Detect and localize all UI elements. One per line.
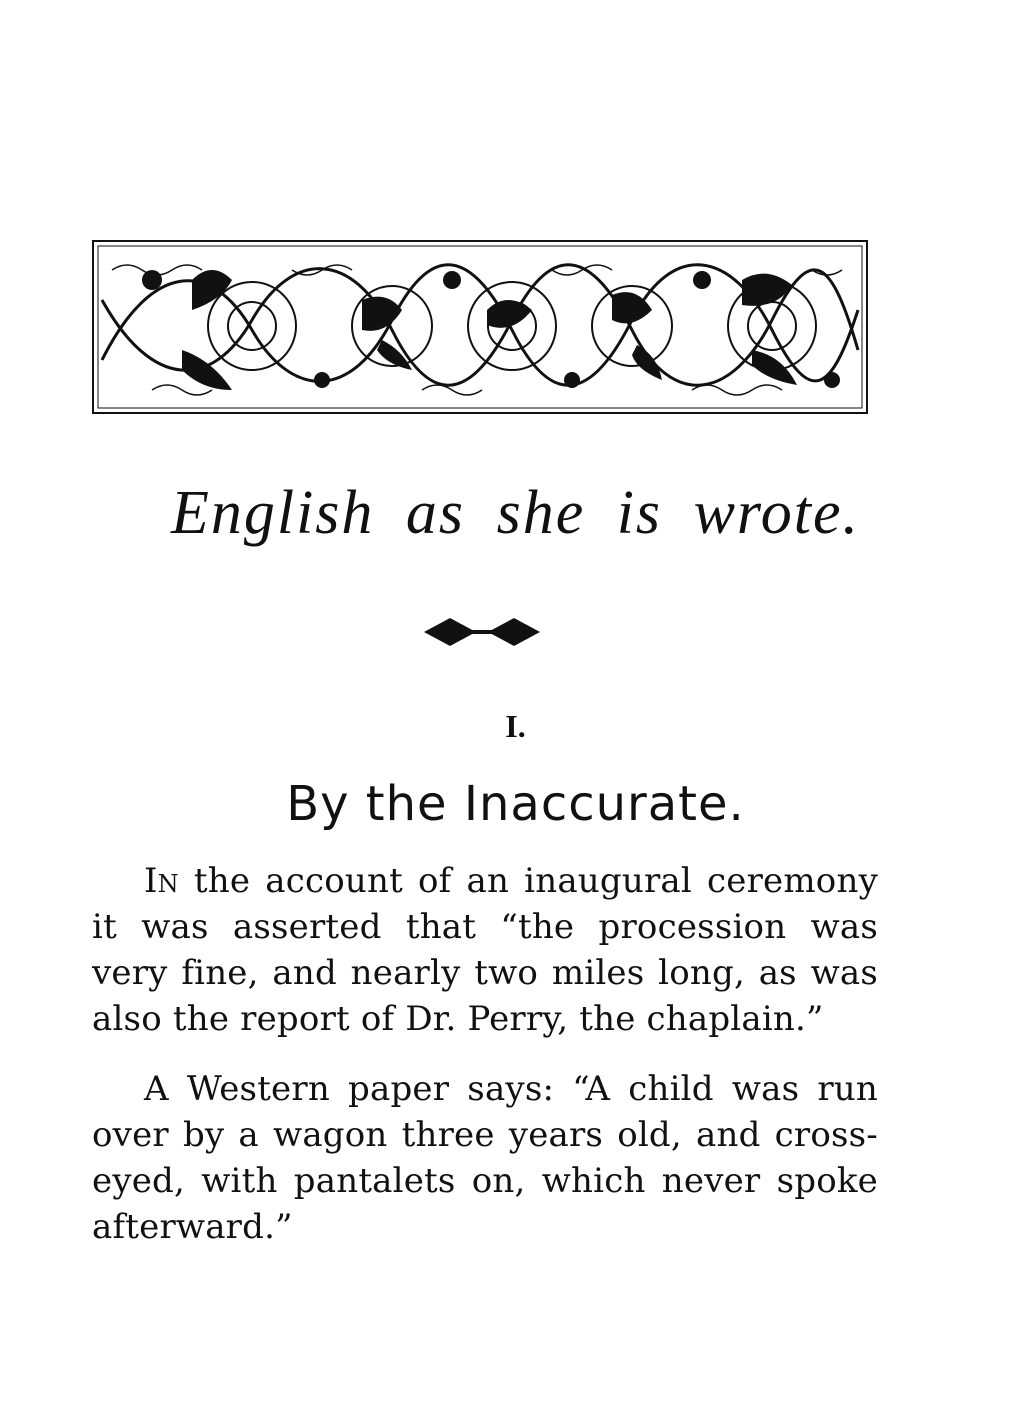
chapter-number: I.: [505, 708, 526, 744]
paragraph: [92, 858, 878, 1042]
chapter-title: By the Inaccurate.: [286, 776, 745, 832]
paragraph-text: A Western paper says: “A child was run over by a wagon three years old, and cross-eyed, with pantalets on, which never spoke afterward.”: [92, 1069, 878, 1247]
ornamental-headpiece-icon: [92, 240, 868, 414]
paragraph-text: the account of an inaugural ceremony it was asserted that “the procession was very fine, and nearly two miles long, as was also the report of Dr. Perry, the chaplain.”: [92, 861, 878, 1039]
page-title: English as she is wrote.: [170, 479, 860, 547]
paragraph: [92, 1066, 878, 1250]
double-diamond-ornament-icon: [424, 612, 540, 652]
body-text: [92, 858, 878, 1274]
paragraph-lead: In: [144, 861, 179, 901]
